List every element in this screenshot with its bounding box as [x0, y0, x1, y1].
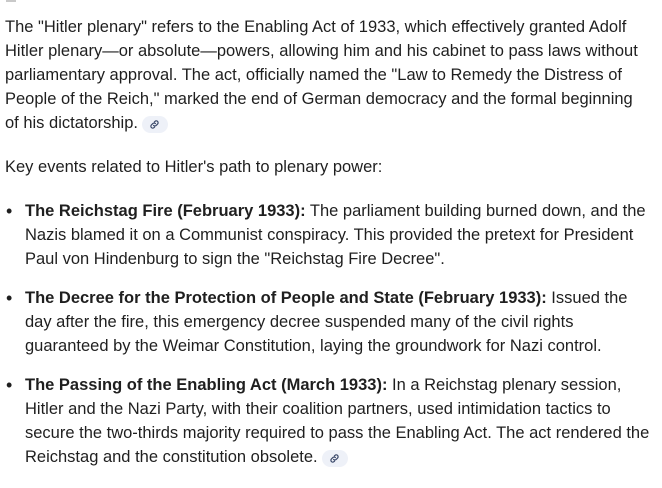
source-link-button[interactable] — [322, 450, 348, 467]
event-text: Issued the day after the fire, this emergency decree suspended many of the civil rights guaranteed by the Weimar Constitution, laying the groundwork for Nazi control. — [25, 289, 628, 355]
list-item — [5, 286, 650, 358]
list-item — [5, 373, 650, 469]
event-text: The parliament building burned down, and the Nazis blamed it on a Communist conspiracy. This provided the pretext for President Paul von Hindenburg to sign the "Reichstag Fire Decree". — [25, 202, 646, 268]
intro-paragraph — [5, 15, 650, 135]
intro-text: The "Hitler plenary" refers to the Enabling Act of 1933, which effectively granted Adolf Hitler plenary—or absolute—powers, allowing him and his cabinet to pass laws without parliamentary approval. The act, officially named the "Law to Remedy the Distress of People of the Reich," marked the end of German democracy and the formal beginning of his dictatorship. — [5, 18, 638, 132]
event-text: In a Reichstag plenary session, Hitler and the Nazi Party, with their coalition partners, used intimidation tactics to secure the two-thirds majority required to pass the Enabling Act. The act rendered the Reichstag and the constitution obsolete. — [25, 376, 650, 466]
event-title: The Reichstag Fire (February 1933): — [25, 202, 306, 220]
events-heading: Key events related to Hitler's path to plenary power: — [5, 158, 383, 176]
link-icon — [329, 453, 340, 464]
event-title: The Decree for the Protection of People and State (February 1933): — [25, 289, 547, 307]
source-link-button[interactable] — [142, 116, 168, 133]
link-icon — [149, 119, 160, 130]
list-item — [5, 199, 650, 271]
event-title: The Passing of the Enabling Act (March 1933): — [25, 376, 388, 394]
divider — [6, 0, 16, 2]
events-list — [5, 199, 650, 469]
